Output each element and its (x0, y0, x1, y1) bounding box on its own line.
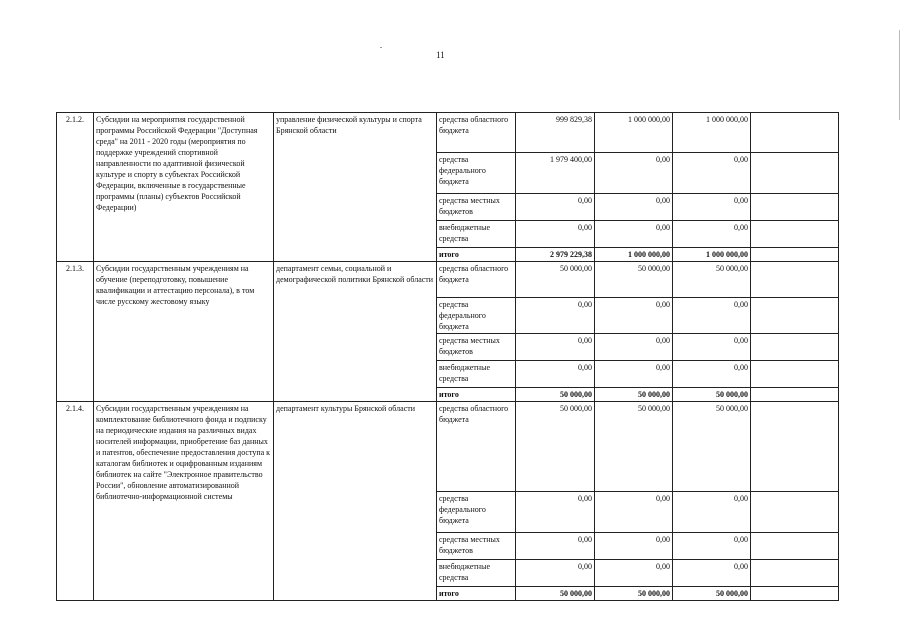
funding-source: средства местных бюджетов (437, 194, 516, 221)
funding-source: внебюджетные средства (437, 361, 516, 388)
item-number: 2.1.2. (57, 113, 94, 262)
item-description: Субсидии на мероприятия государственной программы Российской Федерации "Доступная среда" на 2011 - 2020 годы (мероприятия по поддержке учреждений спортивной направленности по адаптивной физической культуре и спорту в субъектах Российской Федерации, включенные в государственные программы (планы) субъектов Российской Федерации) (94, 113, 274, 262)
scan-edge-mark (899, 30, 900, 120)
funding-source: внебюджетные средства (437, 560, 516, 587)
amount-cell: 0,00 (595, 298, 673, 334)
empty-cell (751, 194, 839, 221)
total-label: итого (437, 587, 516, 601)
empty-cell (751, 560, 839, 587)
funding-source: внебюджетные средства (437, 221, 516, 248)
empty-cell (751, 492, 839, 533)
amount-cell: 0,00 (595, 361, 673, 388)
budget-table (56, 112, 839, 601)
amount-cell: 50 000,00 (516, 262, 595, 298)
amount-cell: 0,00 (673, 361, 751, 388)
total-label: итого (437, 248, 516, 262)
total-amount: 50 000,00 (673, 587, 751, 601)
total-amount: 1 000 000,00 (595, 248, 673, 262)
funding-source: средства федерального бюджета (437, 298, 516, 334)
amount-cell: 0,00 (516, 560, 595, 587)
item-number: 2.1.3. (57, 262, 94, 402)
total-label: итого (437, 388, 516, 402)
empty-cell (751, 587, 839, 601)
funding-source: средства областного бюджета (437, 262, 516, 298)
amount-cell: 1 000 000,00 (673, 113, 751, 153)
total-amount: 50 000,00 (595, 587, 673, 601)
amount-cell: 0,00 (595, 334, 673, 361)
funding-source: средства местных бюджетов (437, 334, 516, 361)
table-row (57, 262, 839, 298)
amount-cell: 50 000,00 (595, 262, 673, 298)
table-row (57, 402, 839, 492)
page-number: 11 (436, 50, 445, 60)
empty-cell (751, 262, 839, 298)
funding-source: средства местных бюджетов (437, 533, 516, 560)
amount-cell: 0,00 (673, 194, 751, 221)
empty-cell (751, 153, 839, 194)
amount-cell: 50 000,00 (595, 402, 673, 492)
amount-cell: 0,00 (516, 533, 595, 560)
amount-cell: 0,00 (595, 533, 673, 560)
item-executor: департамент семьи, социальной и демографической политики Брянской области (274, 262, 437, 402)
empty-cell (751, 113, 839, 153)
empty-cell (751, 334, 839, 361)
amount-cell: 50 000,00 (673, 262, 751, 298)
total-amount: 50 000,00 (595, 388, 673, 402)
amount-cell: 0,00 (595, 492, 673, 533)
amount-cell: 0,00 (516, 194, 595, 221)
empty-cell (751, 388, 839, 402)
amount-cell: 1 000 000,00 (595, 113, 673, 153)
empty-cell (751, 298, 839, 334)
table-row (57, 113, 839, 153)
amount-cell: 0,00 (595, 221, 673, 248)
amount-cell: 0,00 (673, 533, 751, 560)
amount-cell: 0,00 (516, 492, 595, 533)
amount-cell: 50 000,00 (516, 402, 595, 492)
scan-speck (380, 47, 382, 48)
total-amount: 50 000,00 (516, 388, 595, 402)
total-amount: 50 000,00 (673, 388, 751, 402)
amount-cell: 0,00 (673, 153, 751, 194)
empty-cell (751, 402, 839, 492)
amount-cell: 0,00 (673, 334, 751, 361)
funding-source: средства областного бюджета (437, 113, 516, 153)
total-amount: 1 000 000,00 (673, 248, 751, 262)
item-description: Субсидии государственным учреждениям на обучение (переподготовку, повышение квалификации и аттестацию персонала), в том числе русскому жестовому языку (94, 262, 274, 402)
empty-cell (751, 361, 839, 388)
total-amount: 50 000,00 (516, 587, 595, 601)
funding-source: средства областного бюджета (437, 402, 516, 492)
amount-cell: 1 979 400,00 (516, 153, 595, 194)
empty-cell (751, 248, 839, 262)
empty-cell (751, 533, 839, 560)
amount-cell: 0,00 (516, 334, 595, 361)
empty-cell (751, 221, 839, 248)
amount-cell: 0,00 (673, 560, 751, 587)
amount-cell: 0,00 (673, 298, 751, 334)
item-executor: управление физической культуры и спорта Брянской области (274, 113, 437, 262)
amount-cell: 999 829,38 (516, 113, 595, 153)
item-description: Субсидии государственным учреждениям на комплектование библиотечного фонда и подписку на периодические издания на различных видах носителей информации, приобретение баз данных и патентов, обеспечение предоставления доступа к каталогам библиотек и оцифрованным изданиям библиотек на сайте "Электронное правительство России", обновление автоматизированной библиотечно-информационной системы (94, 402, 274, 601)
funding-source: средства федерального бюджета (437, 153, 516, 194)
item-executor: департамент культуры Брянской области (274, 402, 437, 601)
amount-cell: 0,00 (673, 492, 751, 533)
amount-cell: 0,00 (673, 221, 751, 248)
funding-source: средства федерального бюджета (437, 492, 516, 533)
item-number: 2.1.4. (57, 402, 94, 601)
amount-cell: 0,00 (595, 194, 673, 221)
amount-cell: 0,00 (516, 361, 595, 388)
total-amount: 2 979 229,38 (516, 248, 595, 262)
amount-cell: 50 000,00 (673, 402, 751, 492)
amount-cell: 0,00 (595, 153, 673, 194)
amount-cell: 0,00 (516, 298, 595, 334)
amount-cell: 0,00 (595, 560, 673, 587)
amount-cell: 0,00 (516, 221, 595, 248)
